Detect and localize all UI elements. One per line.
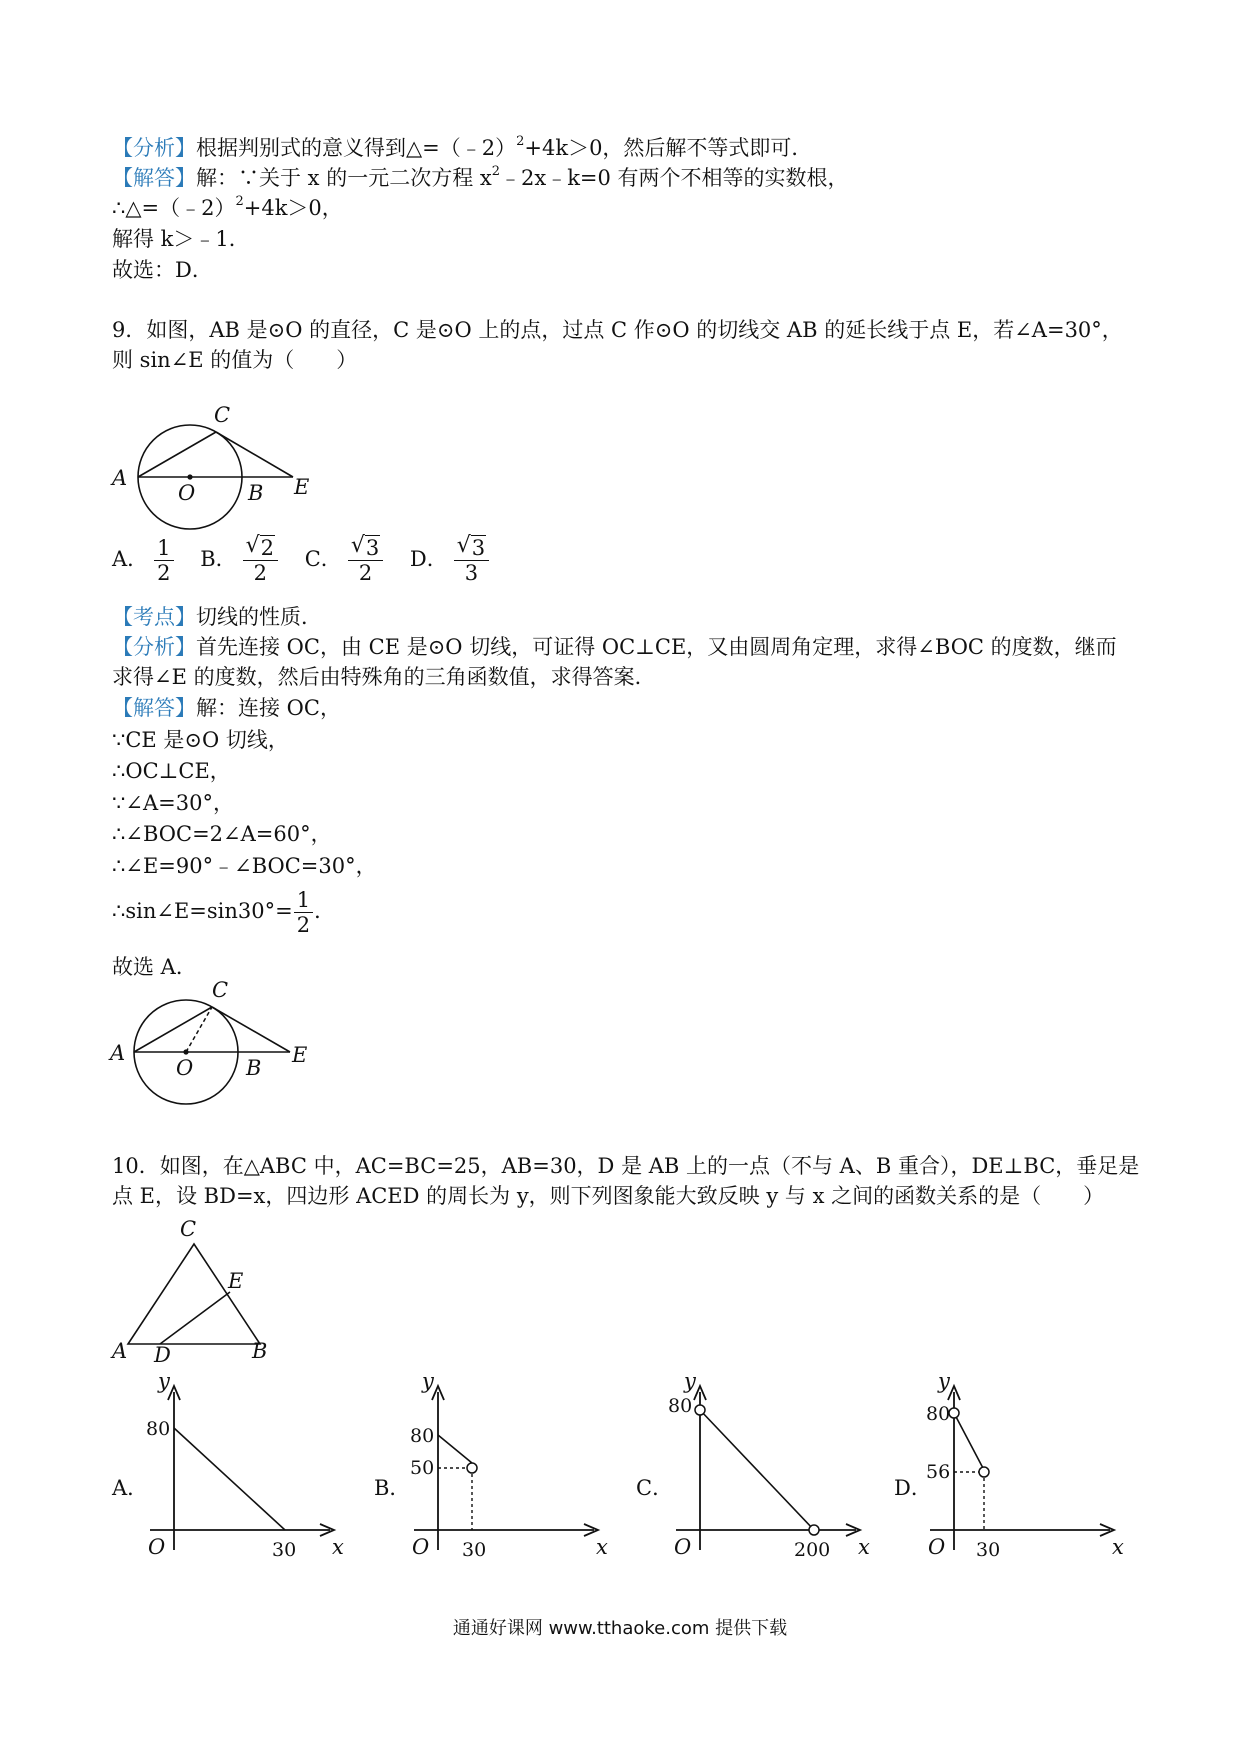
- q9-circle-figure: [108, 402, 328, 542]
- point-tag: 【考点】: [112, 605, 196, 629]
- option-b: B． √ 2 2: [200, 534, 284, 585]
- q8-analysis-line: 【分析】根据判别式的意义得到△=（﹣2）$^2$+4k＞0，然后解不等式即可．: [112, 134, 813, 160]
- axis-y-label: y: [422, 1369, 434, 1393]
- chord-ac: [138, 432, 216, 477]
- q9-stem-line-2: 则 sin∠E 的值为（ ）: [112, 348, 358, 372]
- graph-a-option-label: A．: [112, 1476, 149, 1500]
- q9-step-2: ∴OC⊥CE，: [112, 759, 231, 783]
- y-tick-label-56: 56: [926, 1461, 951, 1483]
- y-tick-label-80: 80: [926, 1403, 951, 1425]
- open-endpoint-top: [695, 1405, 705, 1415]
- q8-answer-line: 【解答】解：∵关于 x 的一元二次方程 $x^2﹣2x﹣k=0$ 有两个不相等的实数根，: [112, 164, 849, 190]
- graph-c-option-label: C．: [636, 1476, 674, 1500]
- q9-step-4: ∴∠BOC=2∠A=60°，: [112, 822, 332, 846]
- q10-stem-line-2: 点 E，设 BD=x，四边形 ACED 的周长为 y，则下列图象能大致反映 y 与 x 之间的函数关系的是（ ）: [112, 1184, 1105, 1208]
- graph-line: [700, 1410, 814, 1530]
- q9-step-3: ∵∠A=30°，: [112, 791, 234, 815]
- q8-step-2: 解得 k＞﹣1．: [112, 227, 250, 251]
- label-o: O: [176, 1056, 194, 1080]
- label-c: C: [212, 978, 229, 1002]
- option-d: D． √ 3 3: [410, 534, 495, 585]
- answer-tag: 【解答】: [112, 166, 196, 190]
- origin-label: O: [412, 1535, 430, 1559]
- analysis-tag: 【分析】: [112, 635, 196, 659]
- center-dot: [183, 1049, 188, 1054]
- axis-x-label: x: [596, 1535, 608, 1559]
- q9-step-5: ∴∠E=90°﹣∠BOC=30°，: [112, 854, 377, 878]
- center-dot: [187, 474, 192, 479]
- q9-options: [112, 534, 509, 585]
- q9-answer-line: 【解答】解：连接 OC，: [112, 696, 341, 720]
- graph-b: [404, 1370, 614, 1580]
- y-tick-label-80: 80: [410, 1425, 435, 1447]
- label-a: A: [110, 1041, 126, 1065]
- q10-stem-line-1: 10．如图，在△ABC 中，AC=BC=25，AB=30，D 是 AB 上的一点（不与 A、B 重合），DE⊥BC，垂足是: [112, 1154, 1140, 1178]
- label-a: A: [112, 466, 128, 490]
- q9-choice: 故选 A．: [112, 955, 197, 979]
- analysis-tag: 【分析】: [112, 136, 196, 160]
- axis-y-label: y: [158, 1369, 170, 1393]
- x-tick-label: 200: [794, 1539, 831, 1561]
- answer-tag: 【解答】: [112, 696, 196, 720]
- graph-d: [920, 1370, 1130, 1580]
- graph-line: [954, 1413, 984, 1470]
- q9-point-line: 【考点】切线的性质．: [112, 605, 322, 629]
- axis-y-label: y: [684, 1369, 696, 1393]
- y-tick-label: 80: [146, 1418, 171, 1440]
- graph-line: [174, 1428, 285, 1530]
- footer-source: 通通好课网 www.tthaoke.com 提供下载: [452, 1618, 788, 1639]
- graph-c: [666, 1370, 876, 1580]
- x-tick-label: 30: [272, 1539, 297, 1561]
- label-b: B: [252, 1339, 268, 1363]
- segment-de: [160, 1292, 230, 1344]
- open-endpoint: [467, 1463, 477, 1473]
- option-c: C． √ 3 2: [305, 534, 389, 585]
- y-tick-label-50: 50: [410, 1457, 435, 1479]
- label-d: D: [154, 1343, 171, 1367]
- graph-d-option-label: D．: [894, 1476, 932, 1500]
- label-a: A: [112, 1339, 128, 1363]
- x-tick-label: 30: [462, 1539, 487, 1561]
- label-b: B: [248, 481, 264, 505]
- axis-y-label: y: [938, 1369, 950, 1393]
- label-b: B: [246, 1056, 262, 1080]
- open-endpoint-bottom: [809, 1525, 819, 1535]
- label-c: C: [180, 1217, 197, 1241]
- x-tick-label: 30: [976, 1539, 1001, 1561]
- q9-step-1: ∵CE 是⊙O 切线，: [112, 728, 289, 752]
- q9-analysis-line-1: 【分析】首先连接 OC，由 CE 是⊙O 切线，可证得 OC⊥CE，又由圆周角定理，求得∠BOC 的度数，继而: [112, 635, 1117, 659]
- label-e: E: [294, 475, 310, 499]
- label-o: O: [178, 481, 196, 505]
- label-e: E: [292, 1043, 308, 1067]
- q8-choice: 故选：D．: [112, 258, 213, 282]
- option-a: A． $\frac{1}{2}$: [112, 534, 180, 585]
- origin-label: O: [148, 1535, 166, 1559]
- open-endpoint-top: [949, 1408, 959, 1418]
- q9-analysis-line-2: 求得∠E 的度数，然后由特殊角的三角函数值，求得答案．: [112, 665, 656, 689]
- triangle-abc: [128, 1244, 260, 1344]
- graph-a: [140, 1370, 350, 1580]
- chord-ac: [134, 1007, 212, 1052]
- origin-label: O: [674, 1535, 692, 1559]
- tangent-ce: [216, 432, 293, 477]
- graph-line: [438, 1435, 472, 1463]
- q10-triangle-figure: [108, 1216, 278, 1366]
- label-c: C: [214, 403, 231, 427]
- axis-x-label: x: [858, 1535, 870, 1559]
- origin-label: O: [928, 1535, 946, 1559]
- graph-b-option-label: B．: [374, 1476, 411, 1500]
- axis-x-label: x: [332, 1535, 344, 1559]
- q9-step-6: ∴sin∠E=sin30°= $\frac{1}{2}$ ．: [112, 888, 336, 937]
- q8-step-1: ∴△=（﹣2）$^2$+4k＞0，: [112, 194, 343, 220]
- y-tick-label: 80: [668, 1395, 693, 1417]
- tangent-ce: [212, 1007, 290, 1052]
- axis-x-label: x: [1112, 1535, 1124, 1559]
- q9-solution-figure: [108, 980, 328, 1110]
- q9-stem-line-1: 9．如图，AB 是⊙O 的直径，C 是⊙O 上的点，过点 C 作⊙O 的切线交 AB 的延长线于点 E，若∠A=30°，: [112, 318, 1123, 342]
- label-e: E: [228, 1269, 244, 1293]
- open-endpoint: [979, 1467, 989, 1477]
